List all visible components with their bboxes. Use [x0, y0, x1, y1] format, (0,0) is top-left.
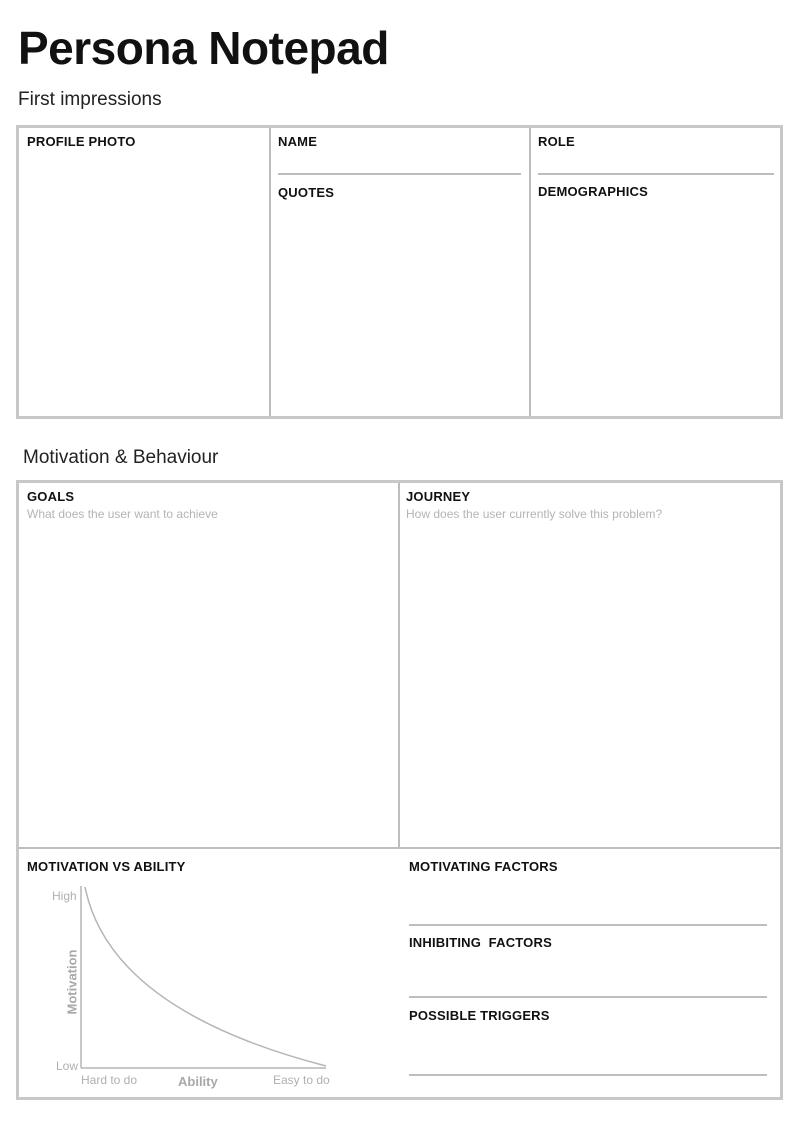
demographics-heading: DEMOGRAPHICS — [538, 184, 649, 199]
journey-hint: How does the user currently solve this problem? — [406, 507, 663, 521]
motivation-curve — [85, 887, 326, 1066]
x-axis-label: Ability — [178, 1074, 218, 1089]
profile-photo-heading: PROFILE PHOTO — [27, 134, 136, 149]
page-title: Persona Notepad — [18, 22, 389, 74]
y-low-label: Low — [56, 1059, 79, 1073]
inhibiting-factors-line[interactable] — [409, 996, 767, 998]
first-impressions-label: First impressions — [18, 89, 162, 110]
y-axis-label: Motivation — [64, 949, 80, 1015]
quotes-heading: QUOTES — [278, 185, 335, 200]
role-heading: ROLE — [538, 134, 575, 149]
x-left-label: Hard to do — [81, 1073, 138, 1087]
motivating-factors-heading: MOTIVATING FACTORS — [409, 859, 558, 874]
motivation-vs-ability-heading: MOTIVATION VS ABILITY — [27, 859, 186, 874]
inhibiting-factors-heading: INHIBITING FACTORS — [409, 935, 552, 950]
motivation-behaviour-label: Motivation & Behaviour — [23, 447, 219, 468]
motivating-factors-line[interactable] — [409, 924, 767, 926]
possible-triggers-line[interactable] — [409, 1074, 767, 1076]
name-heading: NAME — [278, 134, 318, 149]
goals-hint: What does the user want to achieve — [27, 507, 218, 521]
goals-heading: GOALS — [27, 489, 75, 504]
journey-heading: JOURNEY — [406, 489, 471, 504]
y-high-label: High — [52, 889, 77, 903]
x-right-label: Easy to do — [273, 1073, 330, 1087]
possible-triggers-heading: POSSIBLE TRIGGERS — [409, 1008, 550, 1023]
